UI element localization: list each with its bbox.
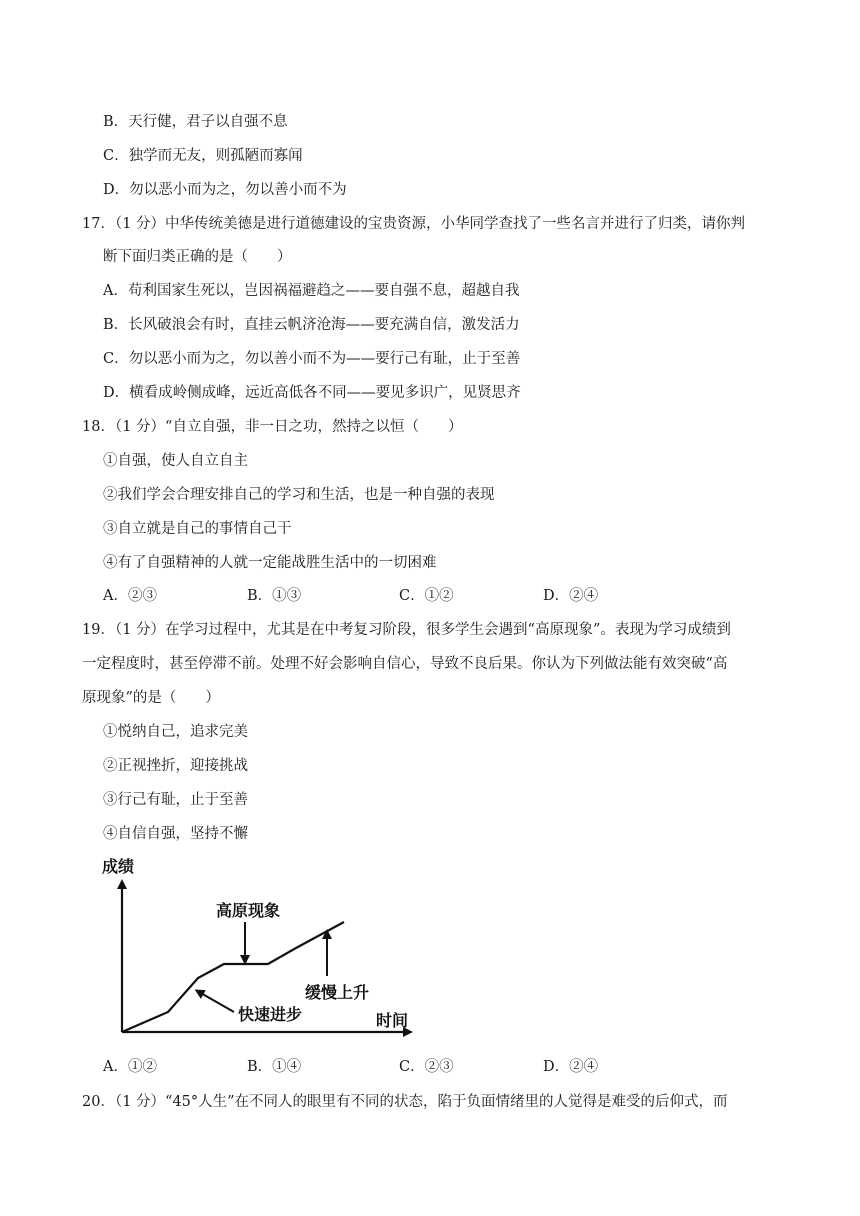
- plateau-figure: [100, 852, 420, 1044]
- q19-stem-line3: 原现象”的是（ ）: [82, 690, 220, 706]
- q19-stem-line1: 19．（1 分）在学习过程中，尤其是在中考复习阶段，很多学生会遇到“高原现象”。表现为学习成绩到: [82, 622, 731, 638]
- q16-option-c: C．独学而无友，则孤陋而寡闻: [103, 148, 303, 164]
- q19-statement-1: ①悦纳自己，追求完美: [103, 724, 248, 740]
- fast-progress-arrow: [199, 992, 234, 1012]
- plateau-label: 高原现象: [216, 901, 281, 920]
- q18-choice-b: B．①③: [247, 588, 302, 604]
- q18-choice-a: A．②③: [103, 588, 157, 604]
- q17-stem-line1: 17．（1 分）中华传统美德是进行道德建设的宝贵资源，小华同学查找了一些名言并进行了归类，请你判: [82, 216, 746, 232]
- q19-statement-3: ③行己有耻，止于至善: [103, 792, 248, 808]
- q17-option-a: A．苟利国家生死以，岂因祸福避趋之——要自强不息，超越自我: [103, 283, 520, 299]
- q18-statement-2: ②我们学会合理安排自己的学习和生活，也是一种自强的表现: [103, 487, 495, 503]
- q17-stem-line2: 断下面归类正确的是（ ）: [103, 249, 292, 265]
- q18-statement-4: ④有了自强精神的人就一定能战胜生活中的一切困难: [103, 555, 437, 571]
- slow-rise-label: 缓慢上升: [305, 983, 370, 1002]
- q17-option-b: B．长风破浪会有时，直挂云帆济沧海——要充满自信，激发活力: [103, 317, 520, 333]
- fast-progress-label: 快速进步: [238, 1005, 303, 1024]
- q18-stem: 18．（1 分）“自立自强，非一日之功，然持之以恒（ ）: [82, 419, 463, 435]
- score-curve: [122, 922, 344, 1032]
- q19-choice-d: D．②④: [543, 1059, 599, 1075]
- q19-choice-a: A．①②: [103, 1059, 157, 1075]
- q16-option-d: D．勿以恶小而为之，勿以善小而不为: [103, 182, 347, 198]
- q19-stem-line2: 一定程度时，甚至停滞不前。处理不好会影响自信心，导致不良后果。你认为下列做法能有效突破“高: [82, 656, 728, 672]
- x-axis-label: 时间: [376, 1011, 409, 1030]
- q17-option-c: C．勿以恶小而为之，勿以善小而不为——要行己有耻，止于至善: [103, 351, 521, 367]
- y-axis-label: 成绩: [102, 857, 135, 876]
- q19-choice-b: B．①④: [247, 1059, 302, 1075]
- q18-statement-1: ①自强，使人自立自主: [103, 453, 248, 469]
- q19-statement-4: ④自信自强，坚持不懈: [103, 826, 248, 842]
- q19-choice-c: C．②③: [399, 1059, 454, 1075]
- q17-option-d: D．横看成岭侧成峰，远近高低各不同——要见多识广，见贤思齐: [103, 385, 521, 401]
- q19-statement-2: ②正视挫折，迎接挑战: [103, 758, 248, 774]
- q20-stem-line1: 20．（1 分）“45°人生”在不同人的眼里有不同的状态，陷于负面情绪里的人觉得是难受的后仰式，而: [82, 1094, 728, 1110]
- q16-option-b: B．天行健，君子以自强不息: [103, 114, 288, 130]
- q18-choice-d: D．②④: [543, 588, 599, 604]
- q18-statement-3: ③自立就是自己的事情自己干: [103, 521, 292, 537]
- q18-choice-c: C．①②: [399, 588, 454, 604]
